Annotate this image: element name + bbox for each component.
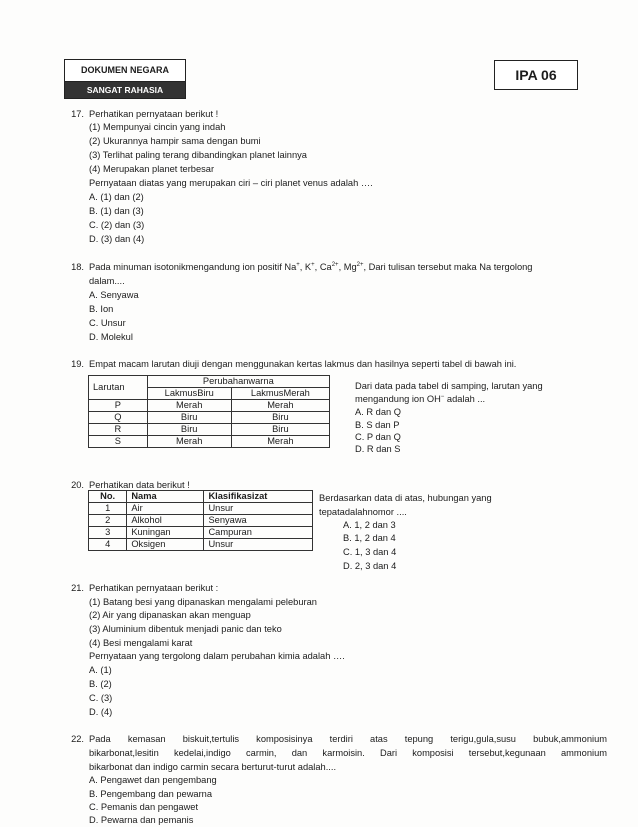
question-number: 20. <box>71 480 84 490</box>
question-stem: Pada minuman isotonikmengandung ion positif Na+, K+, $Ca^{2+}$, $Mg^{2+}$, Dari tulisan tersebut maka Na tergolong <box>89 261 533 272</box>
question-number: 19. <box>71 359 84 369</box>
cell: Alkohol <box>127 515 204 527</box>
subject-code: IPA 06 <box>494 60 578 90</box>
side-prompt-cont: mengandung ion OH− adalah ... <box>355 393 486 404</box>
answer-option-b[interactable]: B. 1, 2 dan 4 <box>343 533 396 543</box>
cell: Kuningan <box>127 527 204 539</box>
answer-option-c[interactable]: C. Unsur <box>89 318 126 328</box>
classification-table <box>88 490 313 551</box>
statement-item: (1) Batang besi yang dipanaskan mengalami peleburan <box>89 597 317 607</box>
header-lakmus-merah: LakmusMerah <box>231 388 329 400</box>
answer-option-c[interactable]: C. Pemanis dan pengawet <box>89 802 199 812</box>
answer-option-d[interactable]: D. (4) <box>89 707 113 717</box>
cell: 2 <box>89 515 127 527</box>
cell: Biru <box>231 424 329 436</box>
cell: Biru <box>231 412 329 424</box>
answer-option-b[interactable]: B. (2) <box>89 679 112 689</box>
statement-item: (1) Mempunyai cincin yang indah <box>89 122 226 132</box>
header-lakmus-biru: LakmusBiru <box>147 388 231 400</box>
table-row <box>89 503 313 515</box>
cell: 4 <box>89 539 127 551</box>
answer-option-d[interactable]: D. (3) dan (4) <box>89 234 145 244</box>
cell: 3 <box>89 527 127 539</box>
answer-option-b[interactable]: B. S dan P <box>355 420 400 430</box>
question-number: 17. <box>71 109 84 119</box>
table-row <box>89 515 313 527</box>
answer-option-c[interactable]: C. 1, 3 dan 4 <box>343 547 397 557</box>
question-stem: Pada kemasan biskuit,tertulis komposisinya terdiri atas tepung terigu,gula,susu bubuk,ammonium <box>89 734 607 744</box>
side-prompt: Dari data pada tabel di samping, larutan yang <box>355 381 543 391</box>
document-label: DOKUMEN NEGARA <box>65 60 185 82</box>
question-number: 22. <box>71 734 84 744</box>
answer-option-a[interactable]: A. R dan Q <box>355 407 401 417</box>
cell: P <box>89 400 148 412</box>
side-prompt: Berdasarkan data di atas, hubungan yang <box>319 493 492 503</box>
litmus-table <box>88 375 330 448</box>
answer-option-a[interactable]: A. (1) dan (2) <box>89 192 144 202</box>
table-row <box>89 400 330 412</box>
cell: Biru <box>147 424 231 436</box>
question-stem: Empat macam larutan diuji dengan menggunakan kertas lakmus dan hasilnya seperti tabel di bawah ini. <box>89 359 517 369</box>
cell: Merah <box>147 400 231 412</box>
cell: R <box>89 424 148 436</box>
answer-option-c[interactable]: C. (3) <box>89 693 113 703</box>
statement-item: (4) Besi mengalami karat <box>89 638 193 648</box>
answer-option-a[interactable]: A. Senyawa <box>89 290 139 300</box>
answer-option-c[interactable]: C. (2) dan (3) <box>89 220 145 230</box>
question-stem: Perhatikan data berikut ! <box>89 480 190 490</box>
secrecy-label: SANGAT RAHASIA <box>65 82 185 98</box>
header-larutan: Larutan <box>89 376 148 400</box>
question-stem: Perhatikan pernyataan berikut : <box>89 583 219 593</box>
table-row <box>89 436 330 448</box>
cell: Q <box>89 412 148 424</box>
answer-option-d[interactable]: D. Molekul <box>89 332 133 342</box>
answer-option-c[interactable]: C. P dan Q <box>355 432 401 442</box>
cell: Merah <box>231 436 329 448</box>
statement-item: (3) Aluminium dibentuk menjadi panic dan teko <box>89 624 282 634</box>
answer-option-a[interactable]: A. 1, 2 dan 3 <box>343 520 396 530</box>
cell: Merah <box>147 436 231 448</box>
cell: S <box>89 436 148 448</box>
header-no: No. <box>89 491 127 503</box>
answer-option-d[interactable]: D. Pewarna dan pemanis <box>89 815 194 825</box>
cell: Merah <box>231 400 329 412</box>
question-stem-cont: bikarbonat,lesitin kedelai,indigo carmin, dan karmoisin. Dari komposisi tersebut,kegunaan ammonium <box>89 748 607 758</box>
cell: Air <box>127 503 204 515</box>
statement-item: (2) Air yang dipanaskan akan menguap <box>89 610 251 620</box>
cell: Unsur <box>204 539 313 551</box>
question-stem: Perhatikan pernyataan berikut ! <box>89 109 219 119</box>
answer-option-b[interactable]: B. Pengembang dan pewarna <box>89 789 213 799</box>
answer-option-b[interactable]: B. (1) dan (3) <box>89 206 144 216</box>
document-header-box <box>64 59 186 99</box>
answer-option-d[interactable]: D. 2, 3 dan 4 <box>343 561 397 571</box>
question-stem-cont: bikarbonat dan indigo carmin secara berturut-turut adalah.... <box>89 762 337 772</box>
question-number: 18. <box>71 262 84 272</box>
cell: Oksigen <box>127 539 204 551</box>
table-row <box>89 527 313 539</box>
header-perubahan: Perubahanwarna <box>147 376 329 388</box>
statement-item: (2) Ukurannya hampir sama dengan bumi <box>89 136 261 146</box>
question-prompt: Pernyataan diatas yang merupakan ciri – ciri planet venus adalah …. <box>89 178 373 188</box>
question-stem-cont: dalam.... <box>89 276 125 286</box>
statement-item: (4) Merupakan planet terbesar <box>89 164 215 174</box>
answer-option-d[interactable]: D. R dan S <box>355 444 401 454</box>
statement-item: (3) Terlihat paling terang dibandingkan planet lainnya <box>89 150 307 160</box>
cell: 1 <box>89 503 127 515</box>
table-row <box>89 539 313 551</box>
answer-option-b[interactable]: B. Ion <box>89 304 114 314</box>
question-number: 21. <box>71 583 84 593</box>
answer-option-a[interactable]: A. (1) <box>89 665 112 675</box>
table-row <box>89 412 330 424</box>
answer-option-a[interactable]: A. Pengawet dan pengembang <box>89 775 217 785</box>
header-nama: Nama <box>127 491 204 503</box>
cell: Unsur <box>204 503 313 515</box>
cell: Senyawa <box>204 515 313 527</box>
header-klasifikasi: Klasifikasizat <box>204 491 313 503</box>
cell: Campuran <box>204 527 313 539</box>
question-prompt: Pernyataan yang tergolong dalam perubahan kimia adalah …. <box>89 651 345 661</box>
table-row <box>89 424 330 436</box>
side-prompt-cont: tepatadalahnomor .... <box>319 507 407 517</box>
cell: Biru <box>147 412 231 424</box>
